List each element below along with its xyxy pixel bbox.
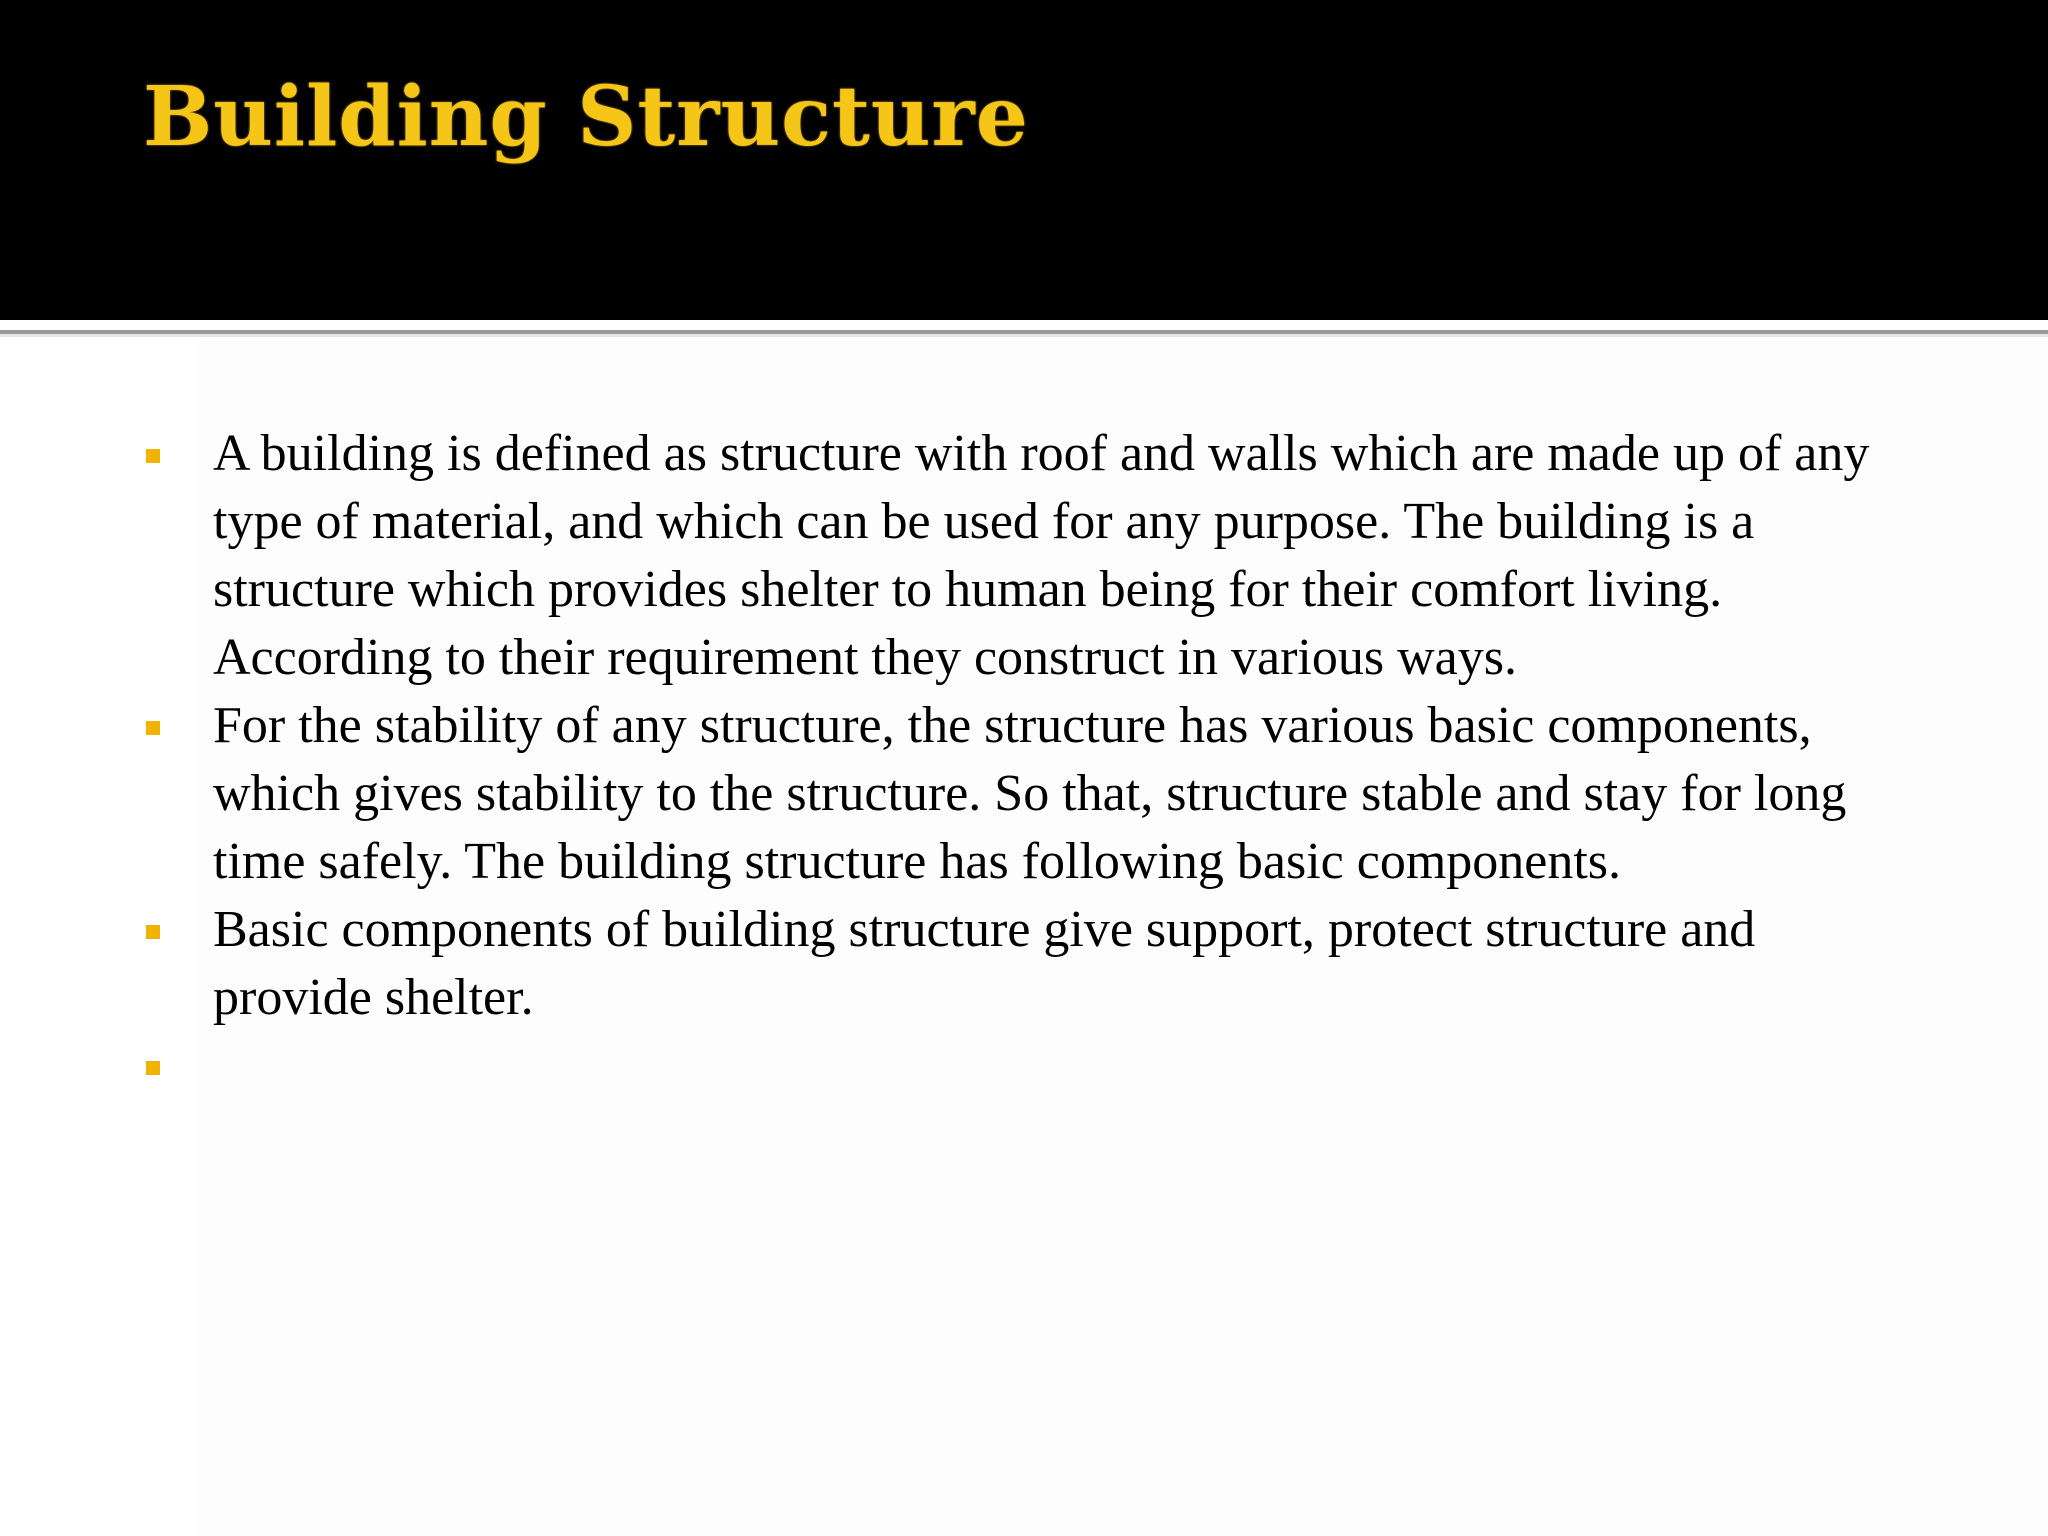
bullet-text: For the stability of any structure, the structure has various basic components, which gives stability to the structure. So that, structure stable and stay for long time safely. The building structure has following basic components. [213,697,1847,890]
title-band [0,0,2048,320]
divider-highlight [0,320,2048,326]
divider-shadow [0,334,2048,337]
bullet-list [143,420,1923,1100]
bullet-text: Basic components of building structure give support, protect structure and provide shelter. [213,901,1756,1026]
bullet-item [143,420,1923,692]
slide-title: Building Structure [143,69,1029,165]
bullet-item [143,896,1923,1032]
bullet-item [143,692,1923,896]
square-bullet-icon [146,925,160,939]
square-bullet-icon [146,449,160,463]
bullet-item-empty [143,1032,1923,1100]
bullet-text [213,1032,1923,1100]
square-bullet-icon [146,1061,160,1075]
bullet-text: A building is defined as structure with roof and walls which are made up of any type of material, and which can be used for any purpose. The building is a structure which provides shelter to human being for their comfort living. According to their requirement they construct in various ways. [213,425,1870,686]
square-bullet-icon [146,721,160,735]
